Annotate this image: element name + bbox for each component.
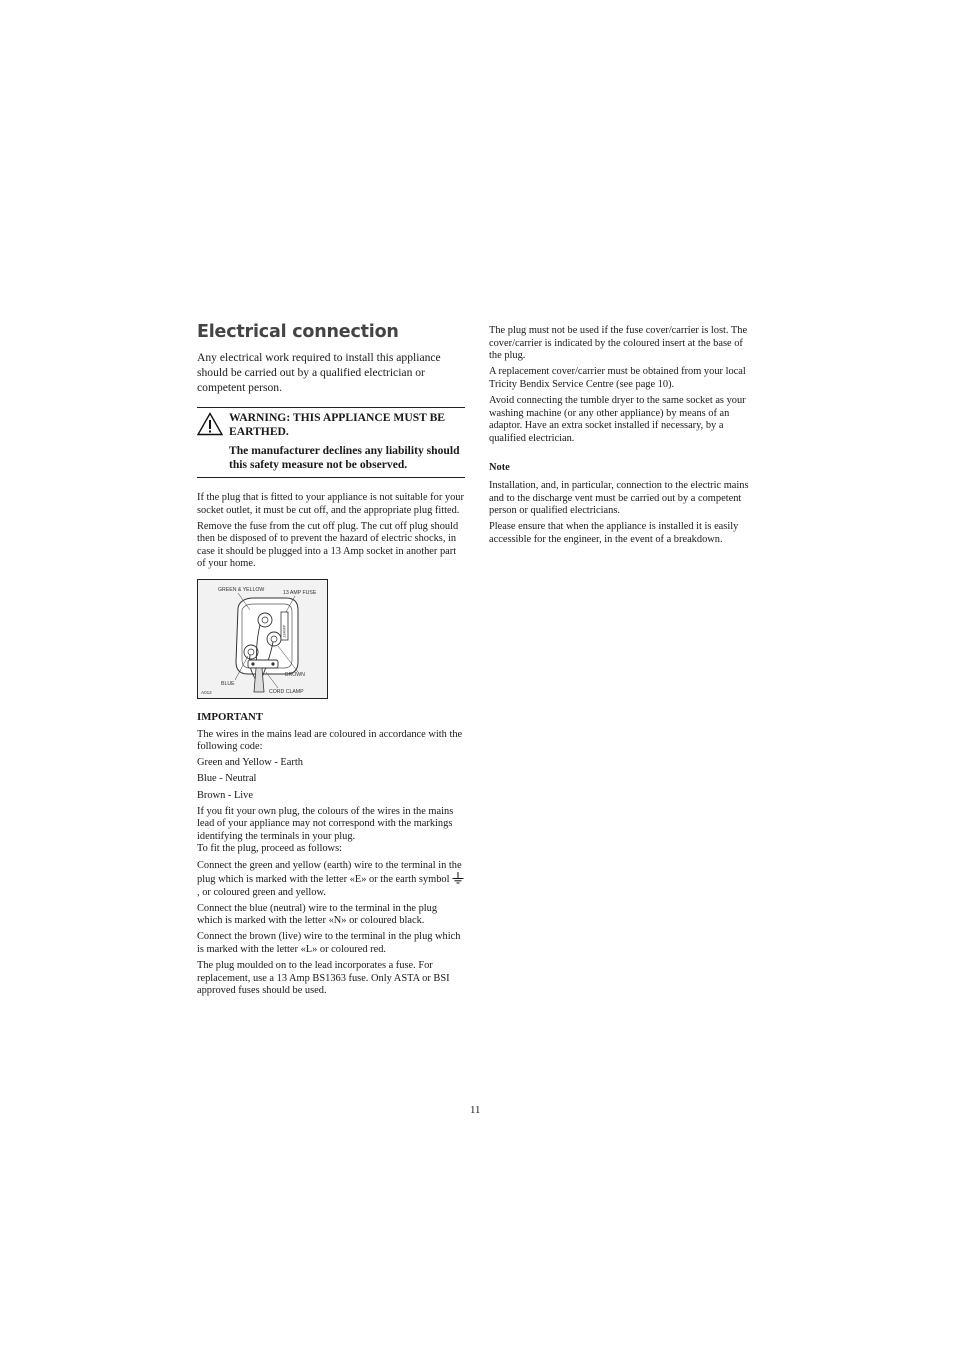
right-column bbox=[489, 325, 755, 550]
label-green-yellow: GREEN & YELLOW bbox=[218, 587, 265, 594]
fuse-cover-paragraph: The plug must not be used if the fuse cover/carrier is lost. The cover/carrier is indicated by the coloured insert at the base of the plug. bbox=[489, 325, 748, 362]
wire-colour-intro: The wires in the mains lead are coloured in accordance with the following code: bbox=[197, 728, 463, 753]
earth-symbol-icon bbox=[452, 872, 464, 884]
code-neutral: Blue - Neutral bbox=[197, 773, 257, 785]
blue-wire-paragraph: Connect the blue (neutral) wire to the terminal in the plug which is marked with the letter «N» or coloured black. bbox=[197, 902, 438, 927]
fuse-vertical-label: 13AMP bbox=[281, 624, 287, 639]
replacement-cover-paragraph: A replacement cover/carrier must be obtained from your local Tricity Bendix Service Centre (see page 10). bbox=[489, 366, 746, 390]
label-blue: BLUE bbox=[221, 681, 235, 688]
earth-wire-paragraph bbox=[197, 860, 465, 900]
adaptor-paragraph: Avoid connecting the tumble dryer to the same socket as your washing machine (or any other appliance) by means of an adaptor. Have an extra socket installed if necessary, by a qualified electrician. bbox=[489, 394, 746, 444]
brown-wire-paragraph: Connect the brown (live) wire to the terminal in the plug which is marked with the letter «L» or coloured red. bbox=[197, 931, 461, 956]
page-title: Electrical connection bbox=[197, 322, 399, 342]
label-brown: BROWN bbox=[285, 672, 305, 679]
warning-triangle-icon bbox=[197, 412, 223, 436]
own-plug-paragraph: If you fit your own plug, the colours of the wires in the mains lead of your appliance may not correspond with the markings identifying the terminals in your plug. bbox=[197, 805, 454, 842]
accessibility-paragraph: Please ensure that when the appliance is installed it is easily accessible for the engineer, in the event of a breakdown. bbox=[489, 521, 739, 545]
paragraph-remove-fuse: Remove the fuse from the cut off plug. The cut off plug should then be disposed of to prevent the hazard of electric shocks, in case it should be plugged into a 13 Amp socket in another part of your home. bbox=[197, 520, 459, 570]
plug-wiring-diagram bbox=[197, 579, 328, 699]
code-earth: Green and Yellow - Earth bbox=[197, 757, 303, 769]
earth-wire-text: Connect the green and yellow (earth) wire to the terminal in the plug which is marked with the letter «E» or the earth symbol bbox=[197, 859, 462, 886]
paragraph-plug-unsuitable: If the plug that is fitted to your appliance is not suitable for your socket outlet, it must be cut off, and the appropriate plug fitted. bbox=[197, 492, 464, 516]
figure-code: A012 bbox=[201, 690, 212, 696]
label-13amp-fuse: 13 AMP FUSE bbox=[283, 590, 317, 597]
intro-paragraph: Any electrical work required to install this appliance should be carried out by a qualified electrician or competent person. bbox=[197, 351, 441, 394]
warning-liability: The manufacturer declines any liability should this safety measure not be observed. bbox=[229, 444, 460, 471]
code-live: Brown - Live bbox=[197, 789, 253, 801]
important-heading: IMPORTANT bbox=[197, 711, 263, 724]
page-number: 11 bbox=[470, 1104, 481, 1116]
fuse-replacement-paragraph: The plug moulded on to the lead incorporates a fuse. For replacement, use a 13 Amp BS1363 fuse. Only ASTA or BSI approved fuses should be used. bbox=[197, 960, 450, 997]
earth-wire-text-end: , or coloured green and yellow. bbox=[197, 886, 326, 898]
installation-paragraph: Installation, and, in particular, connection to the electric mains and to the discharge vent must be carried out by a competent person or qualified electricians. bbox=[489, 479, 749, 517]
warning-box bbox=[197, 407, 465, 478]
warning-earthed: WARNING: THIS APPLIANCE MUST BE EARTHED. bbox=[229, 411, 446, 438]
left-column bbox=[197, 321, 465, 1001]
note-heading: Note bbox=[489, 462, 510, 474]
fit-plug-paragraph: To fit the plug, proceed as follows: bbox=[197, 843, 342, 855]
label-cord-clamp: CORD CLAMP bbox=[269, 689, 304, 696]
